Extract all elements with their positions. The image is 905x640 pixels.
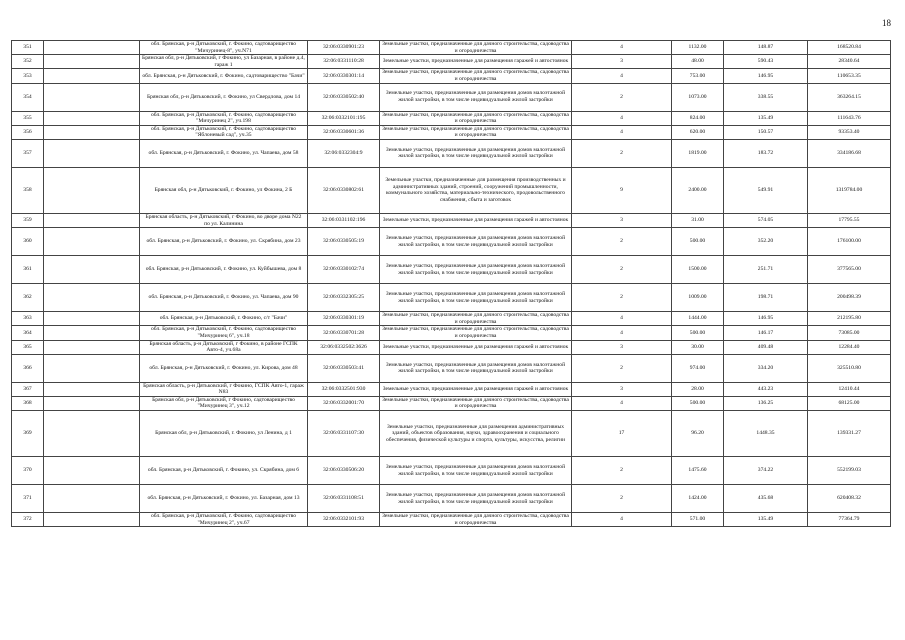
- area-cell: 571.00: [672, 513, 724, 527]
- row-number-cell: 355: [12, 111, 44, 125]
- address-cell: Брянская обл, р-н Дятьковский, г. Фокино, ул Свердлова, дом 14: [140, 83, 308, 111]
- address-cell: Брянская область, р-н Дятьковский, г Фокино, ГСПК Авто-1, гараж N83: [140, 382, 308, 396]
- row-number-cell: 352: [12, 55, 44, 69]
- area-cell: 974.00: [672, 354, 724, 382]
- cadastral-value-cell: 73085.00: [808, 326, 891, 340]
- land-purpose-cell: Земельные участки, предназначенные для размещения домов малоэтажной жилой застройки, в том числе индивидуальной жилой застройки: [380, 256, 572, 284]
- address-cell: Брянская обл, р-н Дятьковский, г Фокино, садтоварищество "Мичуринец 3", уч.12: [140, 396, 308, 410]
- cadastral-value-cell: 325510.80: [808, 354, 891, 382]
- row-number-cell: 369: [12, 411, 44, 457]
- empty-cell: [44, 284, 140, 312]
- cadastral-value-cell: 620408.32: [808, 485, 891, 513]
- row-number-cell: 371: [12, 485, 44, 513]
- category-code-cell: 2: [572, 457, 672, 485]
- address-cell: обл. Брянская, р-н Дятьковский, г. Фокино, с/т "Бачи": [140, 312, 308, 326]
- land-purpose-cell: Земельные участки, предназначенные для дачного строительства, садоводства и огородничества: [380, 513, 572, 527]
- specific-value-cell: 146.17: [724, 326, 808, 340]
- specific-value-cell: 148.87: [724, 41, 808, 55]
- specific-value-cell: 443.23: [724, 382, 808, 396]
- cadastral-number-cell: 32:06:0330901:23: [308, 41, 380, 55]
- empty-cell: [44, 111, 140, 125]
- table-row: [12, 111, 891, 125]
- table-row: [12, 167, 891, 213]
- cadastral-value-cell: 12284.40: [808, 340, 891, 354]
- category-code-cell: 2: [572, 83, 672, 111]
- table-row: [12, 213, 891, 227]
- cadastral-number-cell: 32:06:0330301:14: [308, 69, 380, 83]
- table-row: [12, 411, 891, 457]
- table-row: [12, 312, 891, 326]
- area-cell: 500.00: [672, 228, 724, 256]
- empty-cell: [44, 167, 140, 213]
- table-row: [12, 83, 891, 111]
- area-cell: 1444.00: [672, 312, 724, 326]
- empty-cell: [44, 125, 140, 139]
- specific-value-cell: 574.05: [724, 213, 808, 227]
- category-code-cell: 4: [572, 125, 672, 139]
- area-cell: 1819.00: [672, 139, 724, 167]
- row-number-cell: 357: [12, 139, 44, 167]
- cadastral-value-cell: 68125.00: [808, 396, 891, 410]
- row-number-cell: 368: [12, 396, 44, 410]
- cadastral-number-cell: 32:06:0332501:930: [308, 382, 380, 396]
- specific-value-cell: 1448.35: [724, 411, 808, 457]
- empty-cell: [44, 213, 140, 227]
- category-code-cell: 4: [572, 312, 672, 326]
- area-cell: 500.00: [672, 396, 724, 410]
- cadastral-value-cell: 377565.00: [808, 256, 891, 284]
- row-number-cell: 353: [12, 69, 44, 83]
- cadastral-number-cell: 32:06:0331108:51: [308, 485, 380, 513]
- land-purpose-cell: Земельные участки, предназначенные для дачного строительства, садоводства и огородничества: [380, 312, 572, 326]
- empty-cell: [44, 55, 140, 69]
- empty-cell: [44, 228, 140, 256]
- row-number-cell: 363: [12, 312, 44, 326]
- row-number-cell: 358: [12, 167, 44, 213]
- land-purpose-cell: Земельные участки, предназначенные для размещения гаражей и автостоянок: [380, 213, 572, 227]
- specific-value-cell: 183.72: [724, 139, 808, 167]
- area-cell: 1073.00: [672, 83, 724, 111]
- table-row: [12, 382, 891, 396]
- land-purpose-cell: Земельные участки, предназначенные для размещения гаражей и автостоянок: [380, 382, 572, 396]
- specific-value-cell: 135.49: [724, 111, 808, 125]
- category-code-cell: 3: [572, 382, 672, 396]
- empty-cell: [44, 457, 140, 485]
- address-cell: Брянская область, р-н Дятьковский, г Фокино, в районе ГСПК Авто-4, уч.68а: [140, 340, 308, 354]
- category-code-cell: 4: [572, 513, 672, 527]
- address-cell: обл. Брянская, р-н Дятьковский, г. Фокино, садтоварищество "Яблоневый сад", уч.35: [140, 125, 308, 139]
- area-cell: 1500.00: [672, 256, 724, 284]
- empty-cell: [44, 326, 140, 340]
- address-cell: обл. Брянская, р-н Дятьковский, г. Фокино, садтоварищество "Мичуринец 2", уч.67: [140, 513, 308, 527]
- specific-value-cell: 146.95: [724, 69, 808, 83]
- area-cell: 30.00: [672, 340, 724, 354]
- cadastral-number-cell: 32:06:0332101:93: [308, 513, 380, 527]
- address-cell: Брянская обл, р-н Дятьковский, г. Фокино, ул Ленина, д 1: [140, 411, 308, 457]
- area-cell: 96.20: [672, 411, 724, 457]
- land-purpose-cell: Земельные участки, предназначенные для размещения гаражей и автостоянок: [380, 55, 572, 69]
- specific-value-cell: 435.68: [724, 485, 808, 513]
- row-number-cell: 362: [12, 284, 44, 312]
- land-purpose-cell: Земельные участки, предназначенные для размещения домов малоэтажной жилой застройки, в том числе индивидуальной жилой застройки: [380, 228, 572, 256]
- row-number-cell: 364: [12, 326, 44, 340]
- cadastral-number-cell: 32:06:0332502:3626: [308, 340, 380, 354]
- cadastral-value-cell: 110653.35: [808, 69, 891, 83]
- cadastral-number-cell: 32:06:0330506:20: [308, 457, 380, 485]
- table-row: [12, 340, 891, 354]
- cadastral-number-cell: 32:06:0330601:36: [308, 125, 380, 139]
- table-row: [12, 513, 891, 527]
- cadastral-number-cell: 32:06:0330701:28: [308, 326, 380, 340]
- row-number-cell: 356: [12, 125, 44, 139]
- table-row: [12, 354, 891, 382]
- area-cell: 48.00: [672, 55, 724, 69]
- table-row: [12, 125, 891, 139]
- land-purpose-cell: Земельные участки, предназначенные для размещения административных зданий, объектов образования, науки, здравоохранения и социального обеспечения, физической культуры и спорта, культуры, искусства, религии: [380, 411, 572, 457]
- cadastral-number-cell: 32:06:0330802:61: [308, 167, 380, 213]
- category-code-cell: 2: [572, 139, 672, 167]
- cadastral-value-cell: 552199.03: [808, 457, 891, 485]
- specific-value-cell: 198.71: [724, 284, 808, 312]
- row-number-cell: 365: [12, 340, 44, 354]
- empty-cell: [44, 69, 140, 83]
- category-code-cell: 4: [572, 396, 672, 410]
- cadastral-value-cell: 93353.40: [808, 125, 891, 139]
- category-code-cell: 3: [572, 340, 672, 354]
- land-purpose-cell: Земельные участки, предназначенные для размещения производственных и административных зданий, строений, сооружений промышленности, коммунального хозяйства, материально-технического, продовольственного снабжения, сбыта и заготовок: [380, 167, 572, 213]
- empty-cell: [44, 340, 140, 354]
- area-cell: 1475.60: [672, 457, 724, 485]
- land-purpose-cell: Земельные участки, предназначенные для размещения домов малоэтажной жилой застройки, в том числе индивидуальной жилой застройки: [380, 83, 572, 111]
- area-cell: 1132.00: [672, 41, 724, 55]
- row-number-cell: 372: [12, 513, 44, 527]
- land-purpose-cell: Земельные участки, предназначенные для размещения домов малоэтажной жилой застройки, в том числе индивидуальной жилой застройки: [380, 457, 572, 485]
- address-cell: обл. Брянская, р-н Дятьковский, г. Фокино, ул. Чапаева, дом 90: [140, 284, 308, 312]
- category-code-cell: 2: [572, 485, 672, 513]
- area-cell: 28.00: [672, 382, 724, 396]
- cadastral-value-cell: 212195.80: [808, 312, 891, 326]
- table-row: [12, 55, 891, 69]
- cadastral-value-cell: 334186.68: [808, 139, 891, 167]
- table-row: [12, 326, 891, 340]
- address-cell: обл. Брянская, р-н Дятьковский, г. Фокино, ул. Куйбышева, дом 8: [140, 256, 308, 284]
- specific-value-cell: 352.20: [724, 228, 808, 256]
- area-cell: 620.00: [672, 125, 724, 139]
- area-cell: 2400.00: [672, 167, 724, 213]
- cadastral-number-cell: 32:06:0332305:25: [308, 284, 380, 312]
- empty-cell: [44, 513, 140, 527]
- empty-cell: [44, 354, 140, 382]
- table-row: [12, 41, 891, 55]
- address-cell: обл. Брянская, р-н Дятьковский, г. Фокино, ул. Скрябина, дом 6: [140, 457, 308, 485]
- cadastral-value-cell: 17795.55: [808, 213, 891, 227]
- cadastral-number-cell: 32:06:0332304:9: [308, 139, 380, 167]
- cadastral-value-cell: 12410.44: [808, 382, 891, 396]
- row-number-cell: 351: [12, 41, 44, 55]
- land-registry-table: [11, 40, 891, 527]
- land-purpose-cell: Земельные участки, предназначенные для размещения домов малоэтажной жилой застройки, в том числе индивидуальной жилой застройки: [380, 139, 572, 167]
- land-purpose-cell: Земельные участки, предназначенные для дачного строительства, садоводства и огородничества: [380, 326, 572, 340]
- area-cell: 1009.00: [672, 284, 724, 312]
- land-purpose-cell: Земельные участки, предназначенные для дачного строительства, садоводства и огородничества: [380, 125, 572, 139]
- land-purpose-cell: Земельные участки, предназначенные для размещения домов малоэтажной жилой застройки, в том числе индивидуальной жилой застройки: [380, 284, 572, 312]
- specific-value-cell: 338.55: [724, 83, 808, 111]
- address-cell: Брянская область, р-н Дятьковский, г Фокино, во дворе дома N22 по ул. Калинина: [140, 213, 308, 227]
- land-purpose-cell: Земельные участки, предназначенные для дачного строительства, садоводства и огородничества: [380, 69, 572, 83]
- category-code-cell: 2: [572, 284, 672, 312]
- row-number-cell: 361: [12, 256, 44, 284]
- category-code-cell: 4: [572, 69, 672, 83]
- specific-value-cell: 334.20: [724, 354, 808, 382]
- empty-cell: [44, 411, 140, 457]
- table-row: [12, 284, 891, 312]
- cadastral-number-cell: 32:06:0332001:70: [308, 396, 380, 410]
- row-number-cell: 360: [12, 228, 44, 256]
- cadastral-number-cell: 32:06:0330502:40: [308, 83, 380, 111]
- table-row: [12, 396, 891, 410]
- specific-value-cell: 135.49: [724, 513, 808, 527]
- address-cell: Брянская обл, р-н Дятьковский, г. Фокино, ул Фокина, 2 Б: [140, 167, 308, 213]
- empty-cell: [44, 41, 140, 55]
- row-number-cell: 370: [12, 457, 44, 485]
- empty-cell: [44, 83, 140, 111]
- cadastral-value-cell: 1319784.00: [808, 167, 891, 213]
- cadastral-number-cell: 32:06:0330102:74: [308, 256, 380, 284]
- empty-cell: [44, 256, 140, 284]
- table-row: [12, 139, 891, 167]
- address-cell: обл. Брянская, р-н Дятьковский, г. Фокино, ул. Базарная, дом 13: [140, 485, 308, 513]
- cadastral-number-cell: 32:06:0331110:28: [308, 55, 380, 69]
- area-cell: 824.00: [672, 111, 724, 125]
- area-cell: 31.00: [672, 213, 724, 227]
- area-cell: 1424.00: [672, 485, 724, 513]
- land-purpose-cell: Земельные участки, предназначенные для размещения гаражей и автостоянок: [380, 340, 572, 354]
- address-cell: Брянская обл, р-н Дятьковский, г Фокино, ул Базарная, в районе д.4, гараж 1: [140, 55, 308, 69]
- table-row: [12, 485, 891, 513]
- cadastral-number-cell: 32:06:0331107:30: [308, 411, 380, 457]
- cadastral-value-cell: 176100.00: [808, 228, 891, 256]
- category-code-cell: 2: [572, 256, 672, 284]
- page-number: 18: [882, 18, 891, 28]
- specific-value-cell: 409.48: [724, 340, 808, 354]
- address-cell: обл. Брянская, р-н Дятьковский, г. Фокино, садтоварищество "Бачи": [140, 69, 308, 83]
- category-code-cell: 4: [572, 326, 672, 340]
- category-code-cell: 9: [572, 167, 672, 213]
- cadastral-number-cell: 32:06:0330503:41: [308, 354, 380, 382]
- table-body: [12, 41, 891, 527]
- row-number-cell: 366: [12, 354, 44, 382]
- cadastral-value-cell: 28340.64: [808, 55, 891, 69]
- address-cell: обл. Брянская, р-н Дятьковский, г. Фокино, ул. Кирова, дом 48: [140, 354, 308, 382]
- row-number-cell: 367: [12, 382, 44, 396]
- address-cell: обл. Брянская, р-н Дятьковский, г. Фокино, ул. Чапаева, дом 58: [140, 139, 308, 167]
- address-cell: обл. Брянская, р-н Дятьковский, г. Фокино, садтоварищество "Мичуринец 2", уч.198: [140, 111, 308, 125]
- address-cell: обл. Брянская, р-н Дятьковский, г. Фокино, ул. Скрябина, дом 23: [140, 228, 308, 256]
- specific-value-cell: 150.57: [724, 125, 808, 139]
- specific-value-cell: 251.71: [724, 256, 808, 284]
- cadastral-value-cell: 200498.39: [808, 284, 891, 312]
- specific-value-cell: 590.43: [724, 55, 808, 69]
- empty-cell: [44, 396, 140, 410]
- row-number-cell: 359: [12, 213, 44, 227]
- area-cell: 500.00: [672, 326, 724, 340]
- land-purpose-cell: Земельные участки, предназначенные для дачного строительства, садоводства и огородничества: [380, 396, 572, 410]
- cadastral-number-cell: 32:06:0330505:19: [308, 228, 380, 256]
- cadastral-number-cell: 32:06:0330301:19: [308, 312, 380, 326]
- specific-value-cell: 146.95: [724, 312, 808, 326]
- category-code-cell: 3: [572, 55, 672, 69]
- category-code-cell: 4: [572, 111, 672, 125]
- specific-value-cell: 374.22: [724, 457, 808, 485]
- land-purpose-cell: Земельные участки, предназначенные для дачного строительства, садоводства и огородничества: [380, 41, 572, 55]
- category-code-cell: 2: [572, 228, 672, 256]
- empty-cell: [44, 139, 140, 167]
- table-row: [12, 228, 891, 256]
- category-code-cell: 2: [572, 354, 672, 382]
- table-row: [12, 69, 891, 83]
- empty-cell: [44, 382, 140, 396]
- cadastral-number-cell: 32:06:0332101:195: [308, 111, 380, 125]
- address-cell: обл. Брянская, р-н Дятьковский, г. Фокино, садтоварищество "Мичуринец-8", уч.N71: [140, 41, 308, 55]
- cadastral-value-cell: 111643.76: [808, 111, 891, 125]
- specific-value-cell: 549.91: [724, 167, 808, 213]
- empty-cell: [44, 485, 140, 513]
- area-cell: 753.00: [672, 69, 724, 83]
- category-code-cell: 4: [572, 41, 672, 55]
- cadastral-value-cell: 363264.15: [808, 83, 891, 111]
- empty-cell: [44, 312, 140, 326]
- specific-value-cell: 136.25: [724, 396, 808, 410]
- row-number-cell: 354: [12, 83, 44, 111]
- cadastral-value-cell: 139331.27: [808, 411, 891, 457]
- land-purpose-cell: Земельные участки, предназначенные для дачного строительства, садоводства и огородничества: [380, 111, 572, 125]
- table-row: [12, 457, 891, 485]
- category-code-cell: 17: [572, 411, 672, 457]
- cadastral-number-cell: 32:06:0331102:196: [308, 213, 380, 227]
- table-row: [12, 256, 891, 284]
- address-cell: обл. Брянская, р-н Дятьковский, г. Фокино, садтоварищество "Мичуринец 6", уч.18: [140, 326, 308, 340]
- cadastral-value-cell: 77364.79: [808, 513, 891, 527]
- cadastral-value-cell: 168520.84: [808, 41, 891, 55]
- land-purpose-cell: Земельные участки, предназначенные для размещения домов малоэтажной жилой застройки, в том числе индивидуальной жилой застройки: [380, 485, 572, 513]
- land-purpose-cell: Земельные участки, предназначенные для размещения домов малоэтажной жилой застройки, в том числе индивидуальной жилой застройки: [380, 354, 572, 382]
- category-code-cell: 3: [572, 213, 672, 227]
